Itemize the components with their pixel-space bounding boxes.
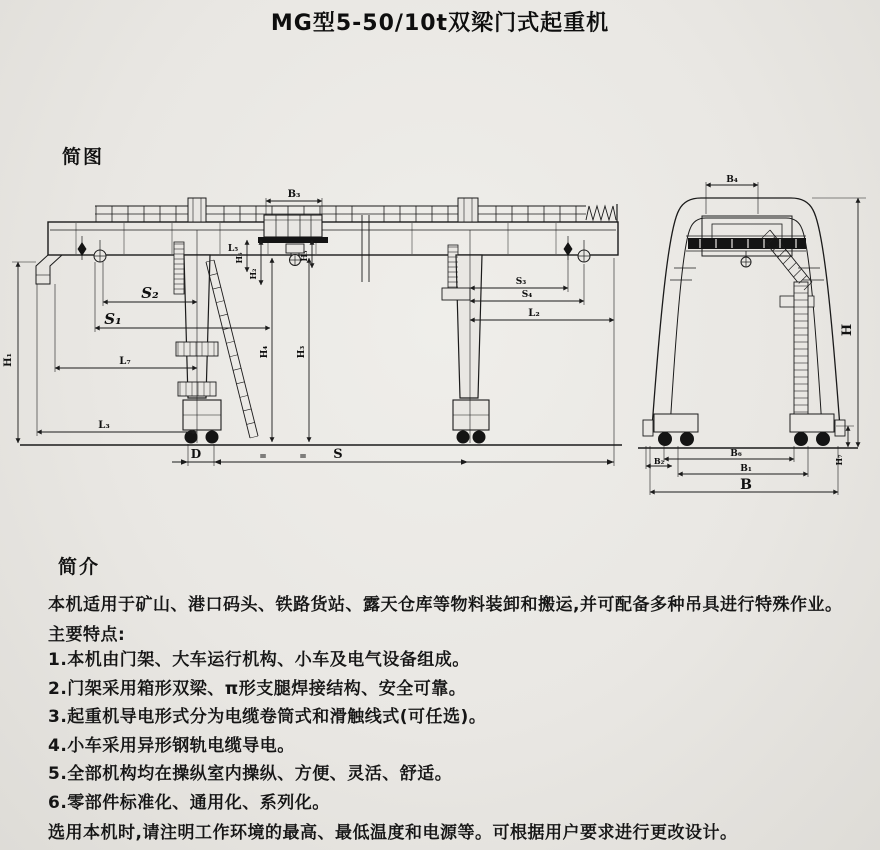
dim-label-b4: B₄ (726, 175, 738, 185)
dim-label-l2: L₂ (528, 308, 540, 319)
feature-item: 4.小车采用异形钢轨电缆导电。 (48, 735, 295, 756)
dim-label-h1: H₁ (3, 353, 14, 367)
right-leg (442, 198, 489, 444)
side-wheel (658, 432, 672, 446)
feature-item: 6.零部件标准化、通用化、系列化。 (48, 792, 330, 813)
dim-label-h2: H₂ (248, 268, 258, 280)
dim-label-h7: H₇ (834, 454, 844, 466)
dim-label-b2: B₂ (653, 456, 665, 466)
feature-item: 5.全部机构均在操纵室内操纵、方便、灵活、舒适。 (48, 764, 453, 784)
bridge-girder (48, 222, 618, 255)
side-wheel (794, 432, 808, 446)
dim-label-s: S (333, 447, 343, 462)
dim-label-h3: H₃ (297, 345, 307, 359)
dim-label-s4: S₄ (521, 290, 533, 300)
intro-lead: 本机适用于矿山、港口码头、铁路货站、露天仓库等物料装卸和搬运,并可配备多种吊具进行特殊作业。 (48, 595, 843, 615)
portal-frame-outer (652, 198, 840, 428)
right-leg-wheel (473, 431, 486, 444)
trolley (258, 215, 328, 266)
dim-label-l5: L₅ (227, 244, 239, 254)
hook-marks (78, 236, 591, 262)
dim-label-b6: B₆ (730, 449, 742, 459)
dim-label-b3: B₃ (287, 189, 301, 200)
dim-label-s1: S₁ (104, 310, 122, 328)
side-bogie (790, 414, 834, 432)
side-ladder (794, 282, 808, 428)
front-view (3, 189, 622, 466)
feature-item: 3.起重机导电形式分为电缆卷筒式和滑触线式(可任选)。 (48, 707, 487, 727)
schematic-drawing (0, 170, 880, 530)
side-trolley (688, 238, 806, 249)
dim-label-d: D (190, 447, 202, 461)
dim-label-s2: S₂ (141, 284, 159, 302)
left-leg-wheel (206, 431, 219, 444)
side-wheel (816, 432, 830, 446)
level-mark: = (259, 452, 267, 462)
schematic-section-label: 简图 (62, 146, 105, 168)
feature-item: 2.门架采用箱形双梁、π形支腿焊接结构、安全可靠。 (48, 678, 467, 699)
left-leg (174, 198, 258, 444)
page-title: MG型5-50/10t双梁门式起重机 (270, 11, 610, 36)
cable-spring (586, 206, 616, 220)
intro-heading: 简介 (58, 556, 101, 578)
side-wheel (680, 432, 694, 446)
dim-label-s3: S₃ (515, 277, 527, 287)
dim-label-l7: L₇ (119, 356, 131, 367)
dim-label-h6: H₆ (234, 252, 244, 264)
intro-features-list (48, 646, 874, 817)
feature-item: 1.本机由门架、大车运行机构、小车及电气设备组成。 (48, 650, 470, 670)
intro-note: 选用本机时,请注明工作环境的最高、最低温度和电源等。可根据用户要求进行更改设计。 (48, 823, 738, 843)
right-leg-wheel (457, 431, 470, 444)
dim-label-h4: H₄ (260, 345, 270, 359)
intro-features-label: 主要特点: (48, 625, 126, 645)
dim-label-h: H (840, 323, 855, 337)
dim-label-l3: L₃ (98, 420, 110, 431)
level-mark: = (299, 452, 307, 462)
dim-label-h5: H₅ (299, 250, 309, 262)
girder-left-bracket (36, 255, 62, 284)
side-bogie (654, 414, 698, 432)
dim-label-b1: B₁ (740, 464, 752, 474)
side-view (638, 175, 866, 495)
dim-label-b: B (740, 477, 752, 493)
